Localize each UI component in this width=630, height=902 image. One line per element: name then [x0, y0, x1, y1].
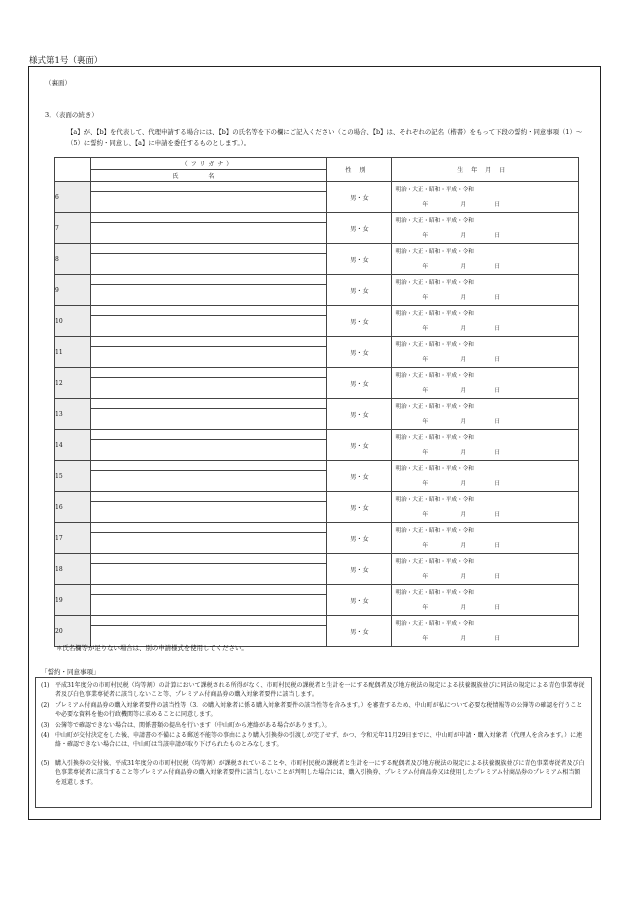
furigana-field[interactable]	[90, 585, 327, 595]
name-field[interactable]	[90, 347, 327, 368]
row-number: 13	[55, 399, 91, 430]
era-choices: 明治・大正・昭和・平成・令和	[395, 435, 474, 441]
month-label: 月	[460, 574, 467, 580]
month-label: 月	[460, 419, 467, 425]
day-label: 日	[494, 295, 501, 301]
furigana-field[interactable]	[90, 616, 327, 626]
person-row	[55, 368, 579, 378]
era-choices: 明治・大正・昭和・平成・令和	[395, 621, 474, 627]
month-label: 月	[460, 481, 467, 487]
back-label: （裏面）	[45, 79, 71, 87]
header-birth: 生年月日	[392, 158, 579, 182]
intro-text: 【a】が、【b】を代表して、代理申請する場合には、【b】の氏名等を下の欄にご記入ください（この場合、【b】は、それぞれの記名（楷書）をもって下段の誓約・同意事項（1）～（5）に誓約・同意し、【a】に申請を委任するものとします。）。	[67, 128, 583, 147]
name-field[interactable]	[90, 409, 327, 430]
month-label: 月	[460, 512, 467, 518]
furigana-field[interactable]	[90, 399, 327, 409]
sex-choice[interactable]: 男・女	[327, 554, 392, 585]
era-choices: 明治・大正・昭和・平成・令和	[395, 311, 474, 317]
day-label: 日	[494, 450, 501, 456]
furigana-field[interactable]	[90, 554, 327, 564]
header-furigana: （フリガナ）	[90, 158, 327, 170]
pledge-num: (4)	[41, 732, 50, 740]
year-label: 年	[422, 295, 429, 301]
year-label: 年	[422, 574, 429, 580]
person-row	[55, 213, 579, 223]
month-label: 月	[460, 636, 467, 642]
day-label: 日	[494, 419, 501, 425]
era-choices: 明治・大正・昭和・平成・令和	[395, 218, 474, 224]
row-number: 19	[55, 585, 91, 616]
year-label: 年	[422, 419, 429, 425]
row-number: 16	[55, 492, 91, 523]
day-label: 日	[494, 357, 501, 363]
month-label: 月	[460, 326, 467, 332]
header-number-blank	[55, 158, 91, 182]
day-label: 日	[494, 481, 501, 487]
name-field[interactable]	[90, 254, 327, 275]
pledge-num: (2)	[41, 701, 50, 709]
form-id: 様式第1号（裏面）	[29, 56, 103, 66]
sex-choice[interactable]: 男・女	[327, 461, 392, 492]
persons-table	[54, 157, 579, 647]
name-field[interactable]	[90, 533, 327, 554]
month-label: 月	[460, 388, 467, 394]
pledge-item-4	[41, 731, 585, 750]
era-choices: 明治・大正・昭和・平成・令和	[395, 404, 474, 410]
birthdate-field[interactable]	[392, 585, 579, 616]
footnote: ＊氏名欄等が足りない場合は、別の申請様式を使用してください。	[56, 644, 248, 652]
person-row	[55, 244, 579, 254]
furigana-field[interactable]	[90, 430, 327, 440]
name-field[interactable]	[90, 471, 327, 492]
sex-choice[interactable]: 男・女	[327, 306, 392, 337]
row-number: 9	[55, 275, 91, 306]
birthdate-field[interactable]	[392, 616, 579, 647]
row-number: 15	[55, 461, 91, 492]
name-field[interactable]	[90, 285, 327, 306]
name-field[interactable]	[90, 595, 327, 616]
row-number: 14	[55, 430, 91, 461]
month-label: 月	[460, 605, 467, 611]
furigana-field[interactable]	[90, 275, 327, 285]
day-label: 日	[494, 233, 501, 239]
era-choices: 明治・大正・昭和・平成・令和	[395, 187, 474, 193]
year-label: 年	[422, 543, 429, 549]
birthdate-field[interactable]	[392, 182, 579, 213]
day-label: 日	[494, 202, 501, 208]
day-label: 日	[494, 636, 501, 642]
furigana-field[interactable]	[90, 461, 327, 471]
pledge-box	[35, 677, 592, 808]
section-heading: 3．（表面の続き）	[45, 111, 98, 119]
era-choices: 明治・大正・昭和・平成・令和	[395, 590, 474, 596]
row-number: 10	[55, 306, 91, 337]
year-label: 年	[422, 388, 429, 394]
furigana-field[interactable]	[90, 492, 327, 502]
era-choices: 明治・大正・昭和・平成・令和	[395, 497, 474, 503]
day-label: 日	[494, 388, 501, 394]
birthdate-field[interactable]	[392, 430, 579, 461]
person-row	[55, 275, 579, 285]
pledge-text: 購入引換券の交付後、平成31年度分の市町村民税（均等割）が課税されていることや、市町村民税の課税者と生計を一にする配偶者及び地方税法の規定による扶養親族並びに青色事業専従者及び白色事業専従者に該当すること等プレミアム付商品券の購入対象者要件に該当しないことが判明した場合には、購入引換券、プレミアム付商品券又は使用したプレミアム付商品券のプレミアム相当額を返還します。	[55, 759, 585, 786]
day-label: 日	[494, 605, 501, 611]
person-row	[55, 554, 579, 564]
era-choices: 明治・大正・昭和・平成・令和	[395, 249, 474, 255]
year-label: 年	[422, 233, 429, 239]
era-choices: 明治・大正・昭和・平成・令和	[395, 280, 474, 286]
name-field[interactable]	[90, 378, 327, 399]
birthdate-field[interactable]	[392, 399, 579, 430]
person-row	[55, 461, 579, 471]
day-label: 日	[494, 543, 501, 549]
pledge-num: (1)	[41, 682, 50, 689]
row-number: 12	[55, 368, 91, 399]
name-field[interactable]	[90, 223, 327, 244]
furigana-field[interactable]	[90, 213, 327, 223]
pledge-text: 平成31年度分の市町村民税（均等割）の計算において課税される所得がなく、市町村民税の課税者と生計を一にする配偶者及び地方税法の規定による扶養親族並びに同法の規定による青色事業専従者及び白色事業専従者に該当しないこと等、プレミアム付商品券の購入対象者要件に該当します。	[55, 682, 585, 699]
era-choices: 明治・大正・昭和・平成・令和	[395, 528, 474, 534]
sex-choice[interactable]: 男・女	[327, 523, 392, 554]
year-label: 年	[422, 481, 429, 487]
sex-choice[interactable]: 男・女	[327, 213, 392, 244]
birthdate-field[interactable]	[392, 523, 579, 554]
era-choices: 明治・大正・昭和・平成・令和	[395, 373, 474, 379]
pledge-item-5	[41, 759, 585, 787]
pledge-text: 公簿等で確認できない場合は、関係書類の提出を行います（中山町から連絡がある場合があります。）。	[55, 721, 331, 729]
day-label: 日	[494, 512, 501, 518]
sex-choice[interactable]: 男・女	[327, 430, 392, 461]
pledge-text: プレミアム付商品券の購入対象者要件の該当性等（3．の購入対象者に係る購入対象者要件の該当性等を含みます。）を審査するため、中山町が私について必要な税情報等の公簿等の確認を行うことや必要な資料を他の行政機関等に求めることに同意します。	[55, 701, 583, 719]
birthdate-field[interactable]	[392, 337, 579, 368]
form-frame	[28, 66, 601, 820]
furigana-field[interactable]	[90, 523, 327, 533]
sex-choice[interactable]: 男・女	[327, 585, 392, 616]
birthdate-field[interactable]	[392, 275, 579, 306]
month-label: 月	[460, 264, 467, 270]
furigana-field[interactable]	[90, 337, 327, 347]
name-field[interactable]	[90, 316, 327, 337]
year-label: 年	[422, 636, 429, 642]
month-label: 月	[460, 233, 467, 239]
name-field[interactable]	[90, 502, 327, 523]
row-number: 18	[55, 554, 91, 585]
day-label: 日	[494, 264, 501, 270]
person-row	[55, 430, 579, 440]
year-label: 年	[422, 357, 429, 363]
furigana-field[interactable]	[90, 244, 327, 254]
furigana-field[interactable]	[90, 368, 327, 378]
pledge-text: 中山町が交付決定をした後、申請書の不備による郵送不能等の事由により購入引換券の引渡しが完了せず、かつ、令和元年11月29日までに、中山町が申請・購入対象者（代理人を含みます。）に連絡・確認できない場合には、中山町は当該申請が取り下げられたものとみなします。	[55, 732, 583, 749]
furigana-field[interactable]	[90, 182, 327, 192]
sex-choice[interactable]: 男・女	[327, 368, 392, 399]
birthdate-field[interactable]	[392, 461, 579, 492]
name-field[interactable]	[90, 440, 327, 461]
year-label: 年	[422, 326, 429, 332]
row-number: 7	[55, 213, 91, 244]
row-number: 20	[55, 616, 91, 647]
person-row	[55, 337, 579, 347]
year-label: 年	[422, 450, 429, 456]
row-number: 17	[55, 523, 91, 554]
day-label: 日	[494, 574, 501, 580]
person-row	[55, 523, 579, 533]
era-choices: 明治・大正・昭和・平成・令和	[395, 342, 474, 348]
person-row	[55, 616, 579, 626]
name-field[interactable]	[90, 192, 327, 213]
birthdate-field[interactable]	[392, 213, 579, 244]
pledge-num: (3)	[41, 721, 50, 729]
year-label: 年	[422, 202, 429, 208]
birthdate-field[interactable]	[392, 306, 579, 337]
month-label: 月	[460, 543, 467, 549]
sex-choice[interactable]: 男・女	[327, 399, 392, 430]
sex-choice[interactable]: 男・女	[327, 616, 392, 647]
person-row	[55, 182, 579, 192]
year-label: 年	[422, 605, 429, 611]
furigana-field[interactable]	[90, 306, 327, 316]
month-label: 月	[460, 295, 467, 301]
header-sex: 性別	[327, 158, 392, 182]
year-label: 年	[422, 512, 429, 518]
person-row	[55, 399, 579, 409]
person-row	[55, 585, 579, 595]
era-choices: 明治・大正・昭和・平成・令和	[395, 559, 474, 565]
sex-choice[interactable]: 男・女	[327, 492, 392, 523]
month-label: 月	[460, 202, 467, 208]
sex-choice[interactable]: 男・女	[327, 182, 392, 213]
person-row	[55, 306, 579, 316]
sex-choice[interactable]: 男・女	[327, 244, 392, 275]
name-field[interactable]	[90, 564, 327, 585]
birthdate-field[interactable]	[392, 368, 579, 399]
person-row	[55, 492, 579, 502]
month-label: 月	[460, 450, 467, 456]
pledge-item-2	[41, 701, 585, 720]
row-number: 6	[55, 182, 91, 213]
pledge-num: (5)	[41, 759, 50, 767]
birthdate-field[interactable]	[392, 554, 579, 585]
pledge-title: 「誓約・同意事項」	[41, 668, 100, 676]
day-label: 日	[494, 326, 501, 332]
row-number: 11	[55, 337, 91, 368]
pledge-item-3	[41, 721, 585, 730]
row-number: 8	[55, 244, 91, 275]
year-label: 年	[422, 264, 429, 270]
month-label: 月	[460, 357, 467, 363]
pledge-item-1	[41, 681, 585, 700]
sex-choice[interactable]: 男・女	[327, 337, 392, 368]
birthdate-field[interactable]	[392, 492, 579, 523]
era-choices: 明治・大正・昭和・平成・令和	[395, 466, 474, 472]
header-name: 氏名	[90, 170, 327, 182]
sex-choice[interactable]: 男・女	[327, 275, 392, 306]
birthdate-field[interactable]	[392, 244, 579, 275]
